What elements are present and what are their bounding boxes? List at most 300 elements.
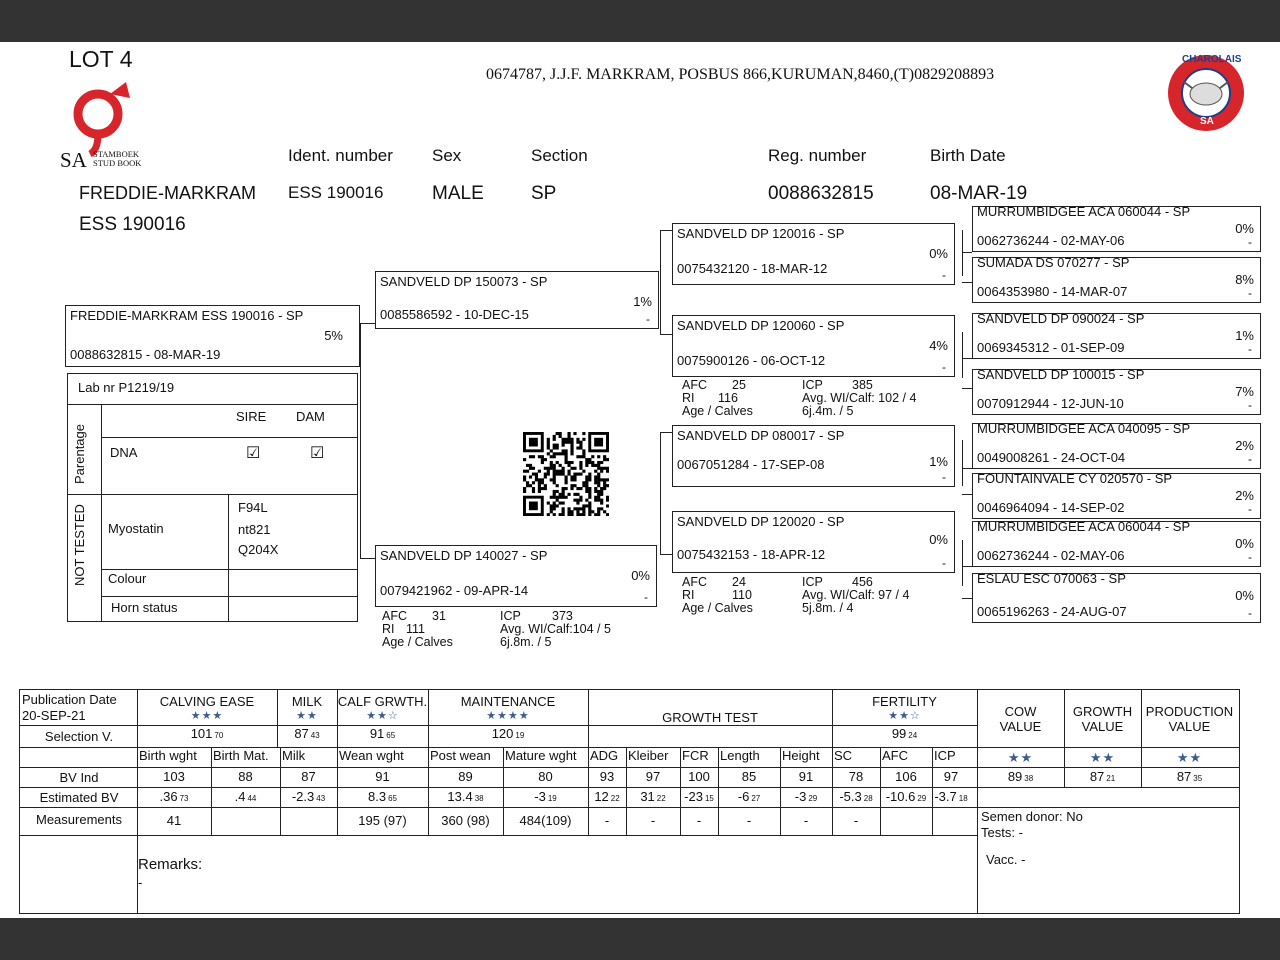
studbook-sa: SA [60, 148, 87, 172]
stat-label: ICP [802, 378, 823, 392]
group-label-text: MAINTENANCE [460, 694, 556, 709]
sire-name: SANDVELD DP 150073 - SP [380, 274, 548, 289]
ggp-reg: 0049008261 - 24-OCT-04 [977, 450, 1126, 465]
parentage-label: Parentage [72, 424, 87, 484]
gp-reg: 0075432120 - 18-MAR-12 [677, 261, 828, 276]
connector [962, 494, 972, 495]
stat-value: Avg. WI/Calf: 97 / 4 [802, 588, 910, 602]
ggp-name: SUMADA DS 070277 - SP [977, 255, 1130, 270]
ggp-dash: - [1248, 550, 1252, 564]
charolais-logo [1166, 52, 1246, 134]
group-stars-icon-text: ★★ [296, 710, 318, 722]
column-header [720, 748, 778, 763]
column-header [934, 748, 968, 763]
pedigree-dam-box[interactable] [375, 545, 657, 607]
estimated-bv-value [780, 789, 832, 804]
bv-ind-value-text: 91 [798, 769, 814, 784]
bv-ind-value [880, 769, 932, 784]
pedigree-sire-box[interactable] [375, 271, 659, 329]
bv-ind-value [337, 769, 428, 784]
stat-label: RI [682, 588, 695, 602]
estimated-bv-value-text: -6 [737, 789, 750, 804]
qr-code[interactable] [523, 432, 609, 516]
measurement-value-text: - [604, 813, 610, 828]
measurement-value [718, 813, 780, 828]
measurement-value-text: - [803, 813, 809, 828]
stat-value: 6j.8m. / 5 [500, 635, 552, 649]
connector [962, 230, 963, 276]
estimated-bv-value-accuracy: 29 [917, 794, 927, 803]
bv-ind-value [211, 769, 280, 784]
column-header [782, 748, 830, 763]
column-header-text: Wean wght [339, 748, 404, 763]
pedigree-ggp-box[interactable] [972, 521, 1261, 567]
pedigree-gp-box[interactable] [672, 315, 955, 377]
estimated-bv-value-accuracy: 15 [704, 794, 714, 803]
value-group-label [1064, 704, 1141, 734]
dam-dna-check-icon: ☑ [310, 445, 325, 462]
ggp-reg: 0046964094 - 14-SEP-02 [977, 500, 1125, 515]
bv-ind-value-text: 103 [163, 769, 185, 784]
group-stars-icon [277, 709, 337, 722]
group-label-text: FERTILITY [872, 694, 937, 709]
pedigree-ggp-box[interactable] [972, 206, 1261, 252]
pedigree-animal-box[interactable] [65, 305, 360, 367]
bv-ind-value-text: 89 [458, 769, 473, 784]
group-stars-icon [337, 709, 428, 722]
gp-dash: - [942, 470, 946, 484]
sire-dash: - [646, 312, 650, 326]
colour-label: Colour [108, 571, 147, 586]
group-label [277, 694, 337, 709]
ggp-name: MURRUMBIDGEE ACA 040095 - SP [977, 421, 1191, 436]
bv-ind-value [932, 769, 970, 784]
selection-value [832, 726, 977, 741]
measurement-value [626, 813, 680, 828]
bv-ind-value [626, 769, 680, 784]
semen-donor: Semen donor: No [981, 809, 1083, 824]
estimated-bv-value-text: -3.7 [934, 789, 957, 804]
ggp-pct: 8% [1235, 272, 1254, 287]
estimated-bv-value-accuracy: 18 [958, 794, 968, 803]
dam-header: DAM [296, 409, 325, 424]
ggp-reg: 0065196263 - 24-AUG-07 [977, 604, 1127, 619]
estimated-bv-value-accuracy: 22 [656, 794, 666, 803]
group-label [337, 694, 428, 709]
connector [962, 358, 972, 359]
stat-label: Age / Calves [682, 404, 753, 418]
ggp-pct: 7% [1235, 384, 1254, 399]
bv-ind-value-text: 97 [645, 769, 661, 784]
dam-dash: - [644, 590, 648, 604]
stat-value: 31 [432, 609, 446, 623]
ggp-dash: - [1248, 502, 1252, 516]
gp-reg: 0075432153 - 18-APR-12 [677, 547, 826, 562]
value-group-value [1141, 769, 1238, 784]
estimated-bv-value [280, 789, 337, 804]
selection-value-accuracy: 70 [214, 731, 224, 740]
myo-value: nt821 [238, 522, 271, 537]
group-label-text: CALVING EASE [159, 694, 255, 709]
divider [101, 569, 357, 570]
ggp-name: MURRUMBIDGEE ACA 060044 - SP [977, 204, 1191, 219]
birth-label: Birth Date [930, 146, 1006, 165]
grid-line [19, 767, 1240, 768]
measurement-value [680, 813, 718, 828]
column-header-text: Height [782, 748, 820, 763]
bv-ind-value-text: 91 [375, 769, 390, 784]
value-group-label-text: GROWTH VALUE [1072, 704, 1133, 734]
pedigree-ggp-box[interactable] [972, 573, 1261, 623]
measurement-value [137, 813, 211, 828]
estimated-bv-value [880, 789, 932, 804]
estimated-bv-value-text: 31 [640, 789, 655, 804]
sire-pct: 1% [633, 294, 652, 309]
group-stars-icon-text: ★★★ [190, 710, 224, 722]
reg-label: Reg. number [768, 146, 867, 165]
pedigree-gp-box[interactable] [672, 223, 955, 285]
ident-label: Ident. number [288, 146, 393, 165]
gp-name: SANDVELD DP 120016 - SP [677, 226, 845, 241]
group-stars-icon [137, 709, 277, 722]
measurement-value-text: 484(109) [519, 813, 572, 828]
estimated-bv-value-text: -5.3 [839, 789, 862, 804]
column-header-text: Birth wght [139, 748, 197, 763]
stat-value: 110 [732, 588, 752, 602]
ggp-reg: 0062736244 - 02-MAY-06 [977, 233, 1125, 248]
stat-value: 456 [852, 575, 873, 589]
selection-value [428, 726, 588, 741]
bv-ind-value [780, 769, 832, 784]
dam-name: SANDVELD DP 140027 - SP [380, 548, 548, 563]
measurement-value [832, 813, 880, 828]
top-frame [0, 0, 1280, 42]
divider [228, 494, 229, 621]
myo-value: F94L [238, 500, 268, 515]
estimated-bv-value-text: -2.3 [291, 789, 315, 804]
estimated-bv-value-accuracy: 44 [247, 794, 257, 803]
sire-reg: 0085586592 - 10-DEC-15 [380, 307, 529, 322]
column-header [590, 748, 624, 763]
stat-label: AFC [682, 575, 707, 589]
measurements-label-text: Measurements [36, 812, 122, 827]
estimated-bv-value-accuracy: 22 [610, 794, 620, 803]
lot-number: LOT 4 [69, 46, 133, 72]
group-stars-icon-text: ★★☆ [888, 710, 921, 722]
measurement-value-text: - [696, 813, 702, 828]
remarks-value: - [138, 875, 143, 890]
group-label [832, 694, 977, 709]
ggp-reg: 0064353980 - 14-MAR-07 [977, 284, 1128, 299]
bv-ind-value-text: 100 [688, 769, 710, 784]
ggp-dash: - [1248, 286, 1252, 300]
publication-label [22, 692, 136, 707]
myostatin-label: Myostatin [108, 521, 164, 536]
connector [962, 388, 972, 389]
connector [962, 598, 972, 599]
bv-ind-value-text: 87 [301, 769, 316, 784]
gp-reg: 0075900126 - 06-OCT-12 [677, 353, 826, 368]
owner-details: 0674787, J.J.F. MARKRAM, POSBUS 866,KURUMAN,8460,(T)0829208893 [486, 66, 995, 83]
value-group-label-text: COW VALUE [999, 704, 1042, 734]
connector [962, 282, 972, 283]
estimated-bv-value [626, 789, 680, 804]
estimated-bv-value-accuracy: 27 [751, 794, 761, 803]
connector [360, 323, 375, 324]
ggp-dash: - [1248, 452, 1252, 466]
not-tested-label: NOT TESTED [72, 504, 87, 586]
dam-pct: 0% [631, 568, 650, 583]
measurement-value-text: - [650, 813, 656, 828]
selection-label-text: Selection V. [44, 729, 114, 744]
column-header-text: Birth Mat. [213, 748, 269, 763]
estimated-bv-value-accuracy: 43 [316, 794, 326, 803]
ggp-pct: 0% [1235, 221, 1254, 236]
bv-ind-value [137, 769, 211, 784]
ggp-dash: - [1248, 398, 1252, 412]
animal-box-pct: 5% [324, 328, 343, 343]
bv-ind-value-text: 93 [599, 769, 615, 784]
ggp-reg: 0069345312 - 01-SEP-09 [977, 340, 1125, 355]
measurement-value-text: - [853, 813, 859, 828]
stat-label: AFC [682, 378, 707, 392]
value-group-label [1141, 704, 1238, 734]
group-growth-test [588, 710, 832, 725]
bv-ind-value-text: 97 [943, 769, 959, 784]
stat-value: 25 [732, 378, 746, 392]
column-header [834, 748, 878, 763]
pedigree-ggp-box[interactable] [972, 423, 1261, 469]
connector [660, 230, 672, 231]
ggp-dash: - [1248, 606, 1252, 620]
column-header-text: Kleiber [628, 748, 669, 763]
selection-label [22, 729, 136, 744]
stat-label: ICP [802, 575, 823, 589]
pedigree-ggp-box[interactable] [972, 369, 1261, 415]
connector [660, 230, 661, 335]
connector [962, 566, 972, 567]
ggp-name: ESLAU ESC 070063 - SP [977, 571, 1126, 586]
stat-value: 373 [552, 609, 573, 623]
group-growth-test-text: GROWTH TEST [662, 710, 758, 725]
estimated-bv-value-accuracy: 73 [179, 794, 189, 803]
connector [962, 332, 963, 378]
certificate-page [0, 42, 1280, 918]
grid-line [19, 787, 1240, 788]
column-header [882, 748, 930, 763]
ggp-reg: 0070912944 - 12-JUN-10 [977, 396, 1124, 411]
gp-pct: 0% [929, 532, 948, 547]
animal-box-name: FREDDIE-MARKRAM ESS 190016 - SP [70, 308, 304, 323]
ggp-name: SANDVELD DP 100015 - SP [977, 367, 1145, 382]
gp-reg: 0067051284 - 17-SEP-08 [677, 457, 825, 472]
stat-label: RI [682, 391, 695, 405]
group-label [428, 694, 588, 709]
selection-value-text: 91 [369, 726, 385, 741]
measurement-value [503, 813, 588, 828]
column-header [628, 748, 678, 763]
studbook-text: STAMBOEK STUD BOOK [93, 149, 142, 168]
sex-label: Sex [432, 146, 462, 165]
bv-ind-value-text: 80 [538, 769, 553, 784]
estimated-bv-value-accuracy: 65 [388, 794, 397, 803]
publication-label-text: Publication Date [22, 692, 117, 707]
section-label: Section [531, 146, 588, 165]
measurements-label [22, 812, 136, 827]
pedigree-ggp-box[interactable] [972, 473, 1261, 519]
studbook-logo [60, 82, 160, 172]
stat-label: Age / Calves [682, 601, 753, 615]
estimated-bv-value-text: -3 [794, 789, 807, 804]
column-header-text: FCR [682, 748, 709, 763]
column-header-text: ADG [590, 748, 619, 763]
stat-value: 385 [852, 378, 873, 392]
measurement-value-text: 41 [166, 813, 182, 828]
bv-ind-label-text: BV Ind [59, 770, 99, 785]
charolais-text: CHAROLAIS [1182, 54, 1242, 65]
pedigree-gp-box[interactable] [672, 425, 955, 487]
estimated-bv-value [680, 789, 718, 804]
column-header-text: AFC [882, 748, 908, 763]
lab-panel [67, 373, 358, 622]
ggp-dash: - [1248, 342, 1252, 356]
stat-label: AFC [382, 609, 407, 623]
estimated-bv-value-accuracy: 28 [863, 794, 873, 803]
measurement-value [588, 813, 626, 828]
bv-ind-value [680, 769, 718, 784]
stat-label: Age / Calves [382, 635, 453, 649]
bv-ind-value [588, 769, 626, 784]
estimated-bv-value [718, 789, 780, 804]
gp-dash: - [942, 360, 946, 374]
value-group-stars-icon [977, 750, 1064, 766]
group-stars-icon [832, 709, 977, 722]
value-group-value-text: 87 [1176, 769, 1192, 784]
birth-value: 08-MAR-19 [930, 183, 1028, 204]
value-group-value [1064, 769, 1141, 784]
gp-pct: 1% [929, 454, 948, 469]
value-group-stars-icon [1064, 750, 1141, 766]
ggp-pct: 2% [1235, 488, 1254, 503]
publication-date-text: 20-SEP-21 [22, 708, 86, 723]
value-group-label-text: PRODUCTION VALUE [1145, 704, 1234, 734]
selection-value [337, 726, 428, 741]
estimated-bv-label-text: Estimated BV [39, 790, 119, 805]
ggp-name: SANDVELD DP 090024 - SP [977, 311, 1145, 326]
connector [360, 323, 361, 559]
column-header-text: Length [720, 748, 760, 763]
value-group-value-accuracy: 35 [1193, 774, 1203, 783]
value-group-stars-icon [1141, 750, 1238, 766]
value-group-value-text: 87 [1089, 769, 1105, 784]
estimated-bv-value-text: 12 [594, 789, 609, 804]
stat-value: Avg. WI/Calf:104 / 5 [500, 622, 611, 636]
bv-ind-label [22, 770, 136, 785]
remarks-label: Remarks: [138, 856, 203, 873]
selection-value [277, 726, 337, 741]
pedigree-gp-box[interactable] [672, 511, 955, 573]
estimated-bv-value [137, 789, 211, 804]
divider [68, 494, 357, 495]
column-header-text: Mature wght [505, 748, 577, 763]
column-header [339, 748, 426, 763]
estimated-bv-value [503, 789, 588, 804]
estimated-bv-value [832, 789, 880, 804]
tests: Tests: - [981, 825, 1023, 840]
estimated-bv-value-text: -10.6 [885, 789, 916, 804]
gp-pct: 0% [929, 246, 948, 261]
bv-ind-value [428, 769, 503, 784]
dna-label: DNA [110, 445, 138, 460]
estimated-bv-value-accuracy: 19 [547, 794, 557, 803]
pedigree-ggp-box[interactable] [972, 257, 1261, 303]
stat-value: 5j.8m. / 4 [802, 601, 854, 615]
dam-reg: 0079421962 - 09-APR-14 [380, 583, 529, 598]
publication-date [22, 708, 136, 723]
divider [101, 437, 357, 438]
bv-ind-value [503, 769, 588, 784]
sire-header: SIRE [236, 409, 267, 424]
measurement-value-text: 195 (97) [358, 813, 407, 828]
column-header-text: SC [834, 748, 853, 763]
connector [660, 432, 672, 433]
connector [660, 334, 672, 335]
estimated-bv-value [588, 789, 626, 804]
stat-value: 24 [732, 575, 746, 589]
measurement-value [428, 813, 503, 828]
divider [68, 404, 357, 405]
gp-name: SANDVELD DP 120020 - SP [677, 514, 845, 529]
value-group-value [977, 769, 1064, 784]
column-header-text: Post wean [430, 748, 491, 763]
column-header-text: ICP [934, 748, 956, 763]
bv-ind-value [280, 769, 337, 784]
estimated-bv-value [932, 789, 970, 804]
column-header [282, 748, 335, 763]
ident-value: ESS 190016 [288, 183, 384, 202]
group-label-text: CALF GRWTH. [337, 694, 428, 709]
value-group-stars-icon-text: ★★ [1089, 750, 1116, 765]
estimated-bv-value-text: -23 [684, 789, 703, 804]
ggp-name: FOUNTAINVALE CY 020570 - SP [977, 471, 1173, 486]
ggp-pct: 2% [1235, 438, 1254, 453]
selection-value [137, 726, 277, 741]
estimated-bv-label [22, 790, 136, 805]
estimated-bv-value-text: .4 [234, 789, 246, 804]
column-header [430, 748, 501, 763]
grid-line [19, 835, 977, 836]
animal-box-reg: 0088632815 - 08-MAR-19 [70, 347, 221, 362]
estimated-bv-value-accuracy: 29 [808, 794, 818, 803]
selection-value-text: 99 [891, 726, 907, 741]
bv-ind-value [718, 769, 780, 784]
ggp-pct: 0% [1235, 536, 1254, 551]
myo-value: Q204X [238, 542, 279, 557]
bv-ind-value [832, 769, 880, 784]
estimated-bv-value [337, 789, 428, 804]
qr-code-icon [523, 432, 609, 516]
gp-name: SANDVELD DP 080017 - SP [677, 428, 845, 443]
divider [101, 596, 357, 597]
vacc: Vacc. - [986, 852, 1026, 867]
measurement-value [337, 813, 428, 828]
value-group-label [977, 704, 1064, 734]
column-header [139, 748, 209, 763]
pedigree-ggp-box[interactable] [972, 313, 1261, 359]
value-group-value-accuracy: 38 [1024, 774, 1034, 783]
reg-value: 0088632815 [768, 183, 874, 204]
stat-value: 116 [718, 391, 738, 405]
